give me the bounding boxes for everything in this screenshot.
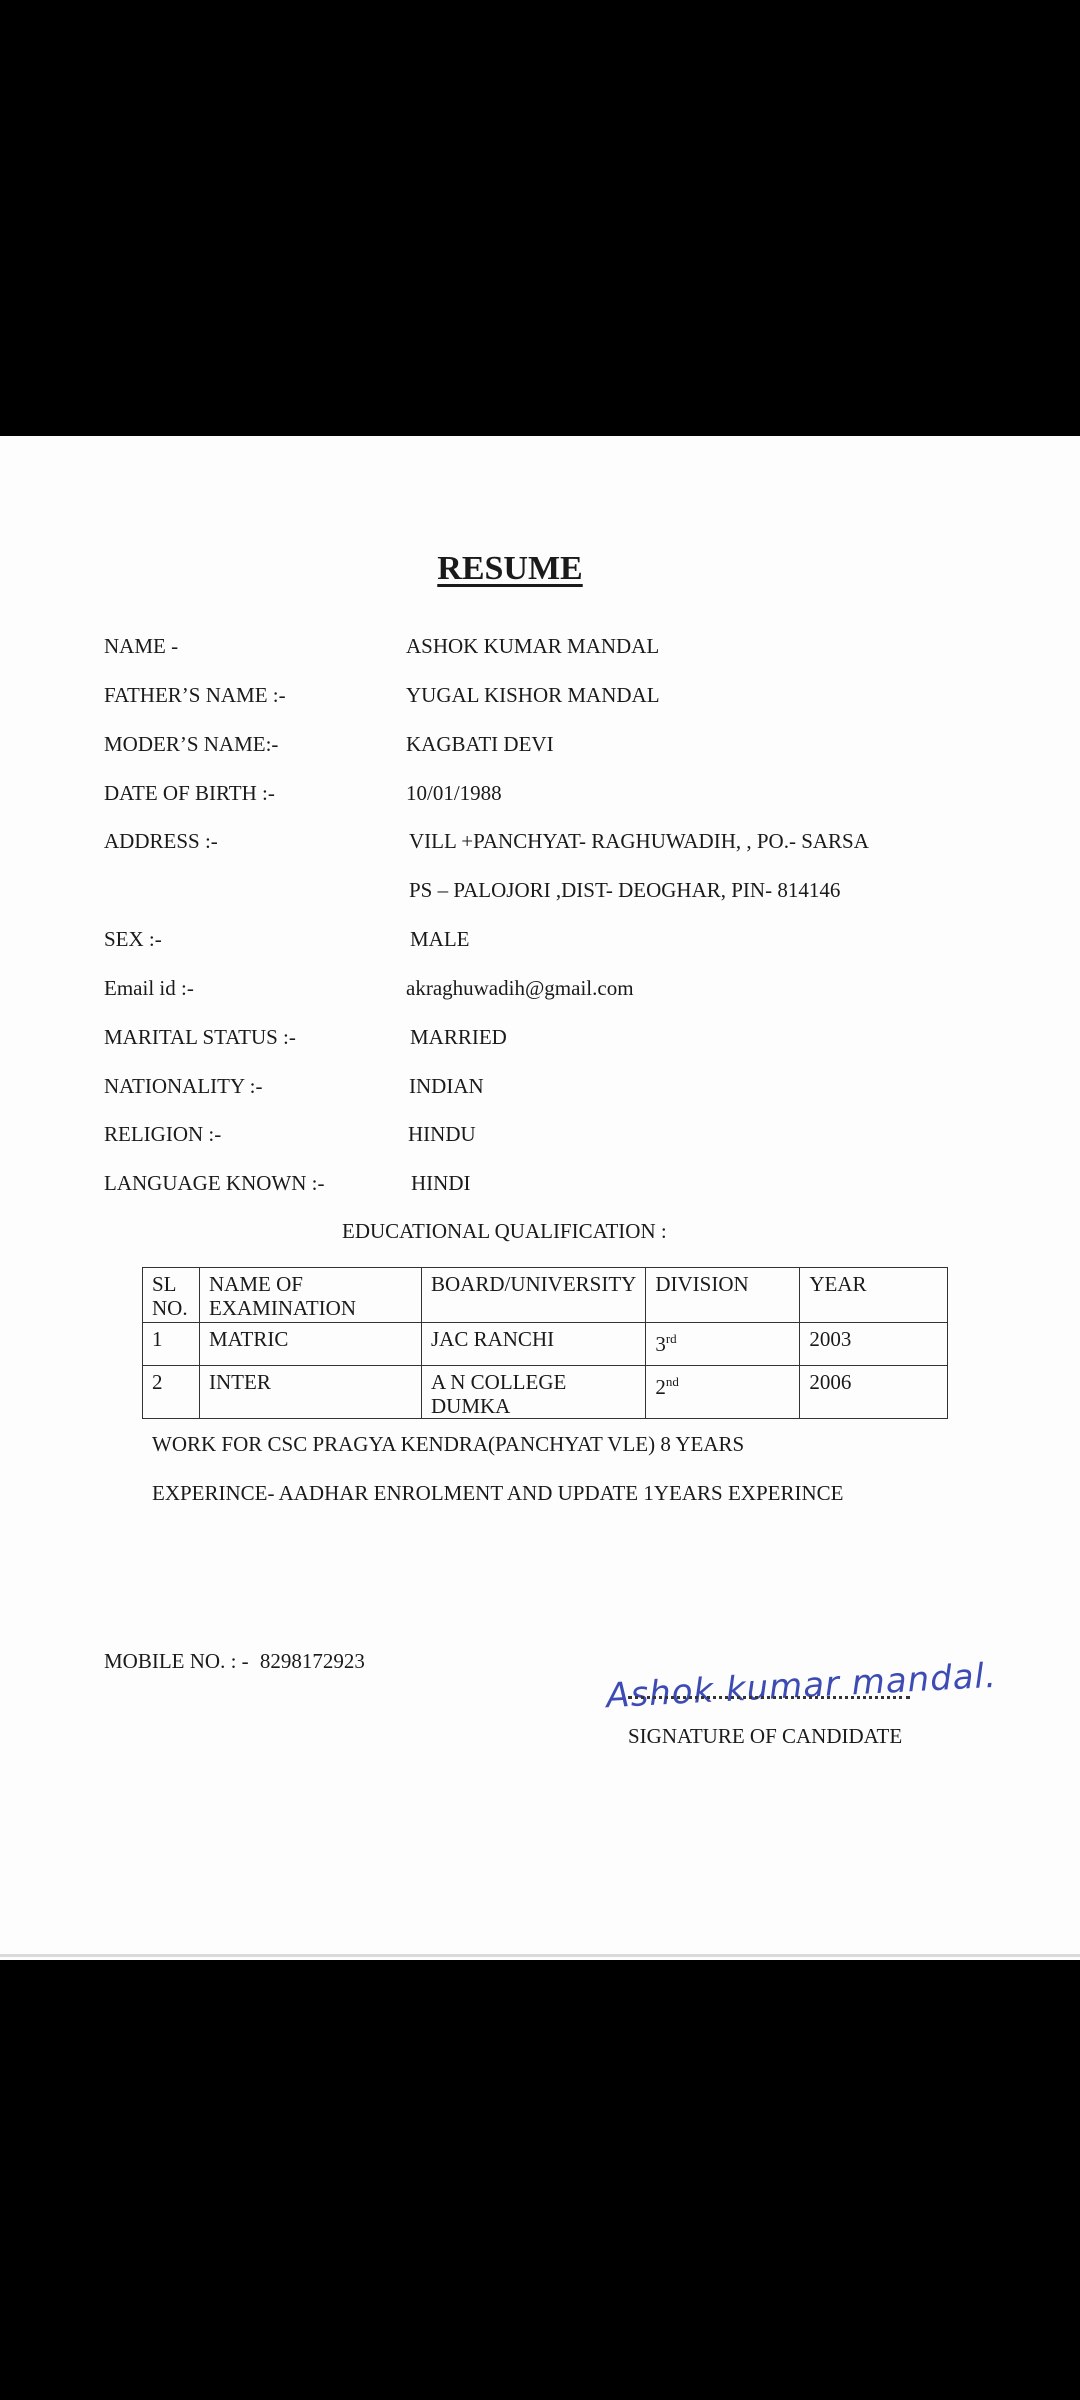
row1-sl: 1 [143, 1323, 200, 1366]
row1-exam: MATRIC [200, 1323, 422, 1366]
header-division: DIVISION [646, 1268, 800, 1323]
handwritten-signature: Ashok kumar mandal. [605, 1655, 998, 1717]
name-label: NAME - [104, 634, 179, 658]
religion-label: RELIGION :- [104, 1122, 222, 1146]
mother-name-label: MODER’S NAME:- [104, 732, 279, 756]
header-board: BOARD/UNIVERSITY [422, 1268, 646, 1323]
dob-value: 10/01/1988 [406, 781, 502, 805]
page-title: RESUME [437, 550, 583, 587]
work-line-1: WORK FOR CSC PRAGYA KENDRA(PANCHYAT VLE) 8 YEARS [152, 1432, 745, 1456]
table-header-row [143, 1268, 948, 1323]
email-value: akraghuwadih@gmail.com [406, 976, 634, 1000]
resume-page [0, 436, 1080, 1960]
row2-division: 2nd [646, 1366, 800, 1419]
row1-division: 3rd [646, 1323, 800, 1366]
table-row [143, 1366, 948, 1419]
mobile-number [104, 1649, 365, 1674]
address-value-line2: PS – PALOJORI ,DIST- DEOGHAR, PIN- 814146 [409, 878, 841, 902]
nationality-value: INDIAN [409, 1074, 484, 1098]
address-label: ADDRESS :- [104, 829, 218, 853]
education-heading: EDUCATIONAL QUALIFICATION : [342, 1219, 667, 1243]
header-sl: SL NO. [143, 1268, 200, 1323]
row2-year: 2006 [800, 1366, 948, 1419]
row2-sl: 2 [143, 1366, 200, 1419]
email-label: Email id :- [104, 976, 194, 1000]
address-value-line1: VILL +PANCHYAT- RAGHUWADIH, , PO.- SARSA [409, 829, 869, 853]
signature-label: SIGNATURE OF CANDIDATE [628, 1724, 903, 1748]
nationality-label: NATIONALITY :- [104, 1074, 263, 1098]
signature-line [628, 1696, 910, 1699]
row1-year: 2003 [800, 1323, 948, 1366]
father-name-value: YUGAL KISHOR MANDAL [406, 683, 660, 707]
language-value: HINDI [411, 1171, 471, 1195]
religion-value: HINDU [408, 1122, 476, 1146]
header-year: YEAR [800, 1268, 948, 1323]
marital-status-label: MARITAL STATUS :- [104, 1025, 296, 1049]
marital-status-value: MARRIED [410, 1025, 507, 1049]
sex-value: MALE [410, 927, 470, 951]
table-row [143, 1323, 948, 1366]
work-line-2: EXPERINCE- AADHAR ENROLMENT AND UPDATE 1YEARS EXPERINCE [152, 1481, 844, 1505]
mobile-label: MOBILE NO. : - [104, 1649, 249, 1673]
row1-board: JAC RANCHI [422, 1323, 646, 1366]
language-label: LANGUAGE KNOWN :- [104, 1171, 325, 1195]
mother-name-value: KAGBATI DEVI [406, 732, 554, 756]
row2-board: A N COLLEGE DUMKA [422, 1366, 646, 1419]
education-table [142, 1267, 948, 1419]
mobile-value: 8298172923 [259, 1649, 365, 1673]
dob-label: DATE OF BIRTH :- [104, 781, 275, 805]
row2-exam: INTER [200, 1366, 422, 1419]
sex-label: SEX :- [104, 927, 162, 951]
page-bottom-edge [0, 1954, 1080, 1957]
father-name-label: FATHER’S NAME :- [104, 683, 286, 707]
name-value: ASHOK KUMAR MANDAL [406, 634, 660, 658]
header-exam: NAME OF EXAMINATION [200, 1268, 422, 1323]
